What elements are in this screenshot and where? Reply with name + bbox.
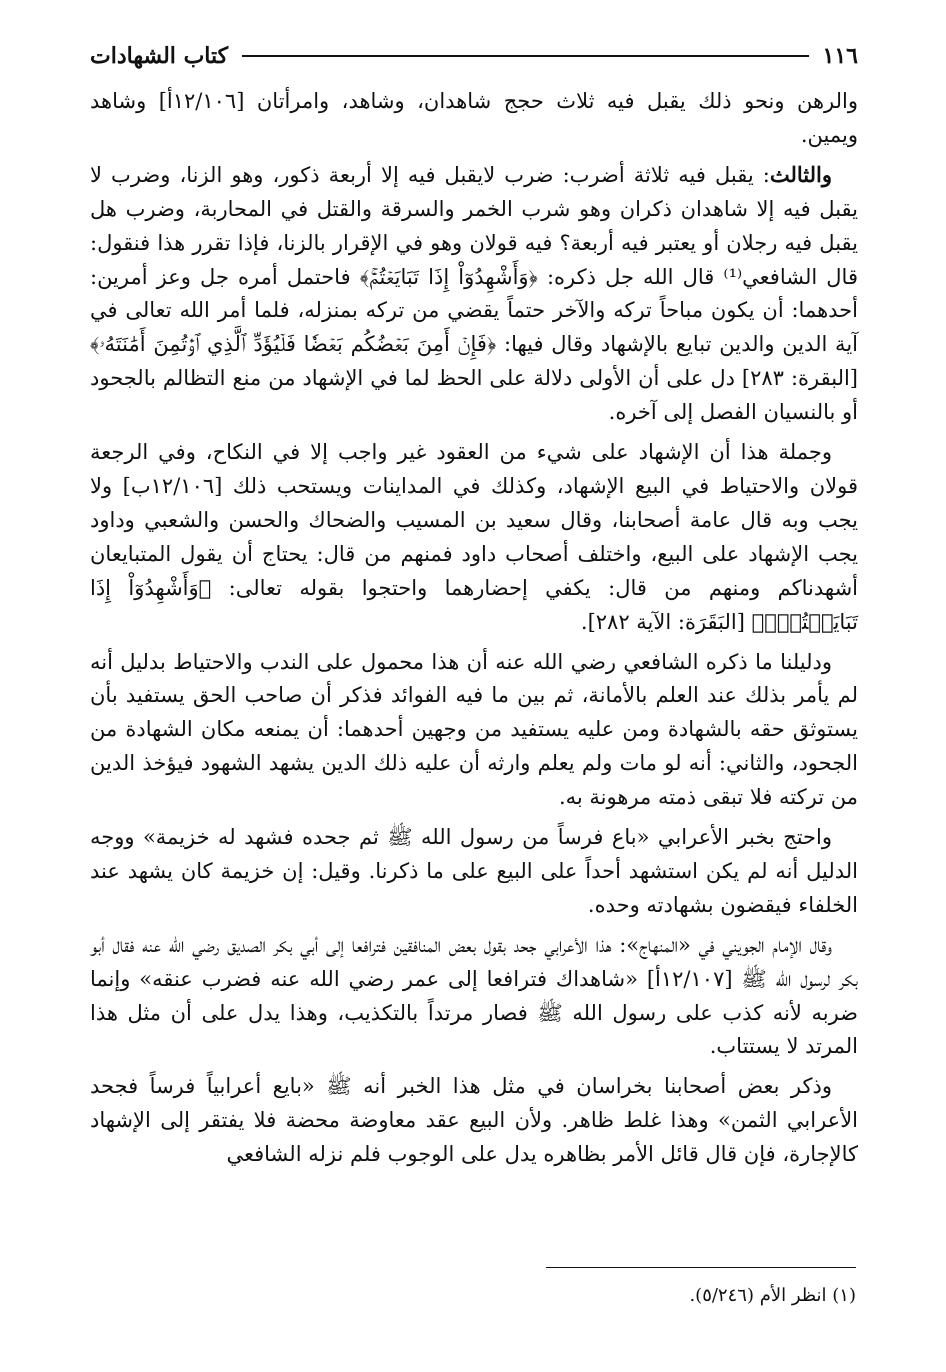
paragraph-7 [90, 1069, 858, 1172]
chapter-title: كتاب الشهادات [90, 43, 229, 69]
paragraph-5 [90, 820, 858, 923]
body-text [90, 84, 858, 1172]
header-rule [242, 55, 808, 57]
paragraph-text: وذكر بعض أصحابنا بخراسان في مثل هذا الخبر أنه ﷺ «بايع أعرابياً فرساً فجحد الأعرابي الثمن» وهذا غلط ظاهر. ولأن البيع عقد معاوضة محضة فلا يفتقر إلى الإشهاد كالإجارة، فإن قال قائل الأمر بظاهره يدل على الوجوب فلم نزله الشافعي [90, 1074, 858, 1167]
paragraph-2 [90, 158, 858, 430]
paragraph-1 [90, 84, 858, 153]
paragraph-text: : يقبل فيه ثلاثة أضرب: ضرب لايقبل فيه إلا أربعة ذكور، وهو الزنا، وضرب لا يقبل فيه إلا شاهدان ذكران وهو شرب الخمر والسرقة والقتل في المحاربة، وضرب هل يقبل فيه رجلان أو يعتبر فيه أربعة؟ فيه قولان وهو في الإقرار بالزنا، فإذا تقرر هذا فنقول: قال الشافعي⁽¹⁾ قال الله جل ذكره: ﴿وَأَشْهِدُوٓاْ إِذَا تَبَايَعۡتُمۡۚ﴾ فاحتمل أمره جل وعز أمرين: أحدهما: أن يكون مباحاً تركه والآخر حتماً يقضي من تركه بمنزله، فلما أمر الله تعالى في آية الدين والدين تبايع بالإشهاد وقال فيها: ﴿فَإِنۡ أَمِنَ بَعۡضُكُم بَعۡضٗا فَلۡيُؤَدِّ ٱلَّذِي ٱؤۡتُمِنَ أَمَٰنَتَهُۥ﴾ [البقرة: ٢٨٣] دل على أن الأولى دلالة على الحظ لما في الإشهاد من منع التظالم بالجحود أو بالنسيان الفصل إلى آخره. [90, 162, 858, 425]
paragraph-3 [90, 435, 858, 639]
page-number: ١١٦ [822, 43, 858, 69]
paragraph-text: والرهن ونحو ذلك يقبل فيه ثلاث حجج شاهدان، وشاهد، وامرأتان [١٢/١٠٦أ] وشاهد ويمين. [90, 89, 858, 147]
paragraph-text: وقال الإمام الجويني في «المنهاج»: هذا الأعرابي جحد بقول بعض المنافقين فترافعا إلى أبي بكر الصديق رضي الله عنه فقال أبو بكر لرسول الله ﷺ [١٢/١٠٧أ] «شاهداك فترافعا إلى عمر رضي الله عنه فضرب عنقه» وإنما ضربه لأنه كذب على رسول الله ﷺ فصار مرتداً بالتكذيب، وهذا يدل على أن مثل هذا المرتد لا يستتاب. [90, 932, 858, 1059]
paragraph-lead: والثالث [769, 161, 832, 187]
paragraph-6 [90, 928, 858, 1065]
paragraph-text: واحتج بخبر الأعرابي «باع فرساً من رسول الله ﷺ ثم جحده فشهد له خزيمة» ووجه الدليل أنه لم يكن استشهد أحداً على البيع على ما ذكرنا. وقيل: إن خزيمة كان يشهد عند الخلفاء فيقضون بشهادته وحده. [90, 825, 858, 917]
paragraph-4 [90, 645, 858, 816]
footnote-rule [546, 1267, 856, 1268]
page-header [90, 36, 858, 76]
paragraph-text: ودليلنا ما ذكره الشافعي رضي الله عنه أن هذا محمول على الندب والاحتياط بدليل أنه لم يأمر بذلك عند العلم بالأمانة، ثم بين ما فيه الفوائد فذكر أن صاحب الحق يستفيد بأن يستوثق حقه بالشهادة ومن عليه يستفيد من وجهين أحدهما: أن يمنعه مكان الشهادة من الجحود، والثاني: أنه لو مات ولم يعلم وارثه أن عليه ذلك الدين يشهد الشهود فيؤخذ الدين من تركته فلا تبقى ذمته مرهونة به. [90, 649, 858, 810]
footnote: (١) انظر الأم (٥/٢٤٦). [689, 1285, 856, 1306]
paragraph-text: وجملة هذا أن الإشهاد على شيء من العقود غير واجب إلا في النكاح، وفي الرجعة قولان والاحتياط في البيع الإشهاد، وكذلك في المداينات ويستحب ذلك [١٢/١٠٦ب] ولا يجب وبه قال عامة أصحابنا، وقال سعيد بن المسيب والضحاك والحسن والشعبي وداود يجب الإشهاد على البيع، واختلف أصحاب داود فمنهم من قال: يحتاج أن يقول المتبايعان أشهدناكم ومنهم من قال: يكفي إحضارهما واحتجوا بقوله تعالى: ﴿وَأَشْهِدُوٓاْ إِذَا تَبَايَعۡتُمۡۚ﴾ [البَقَرَة: الآية ٢٨٢]. [90, 440, 858, 634]
